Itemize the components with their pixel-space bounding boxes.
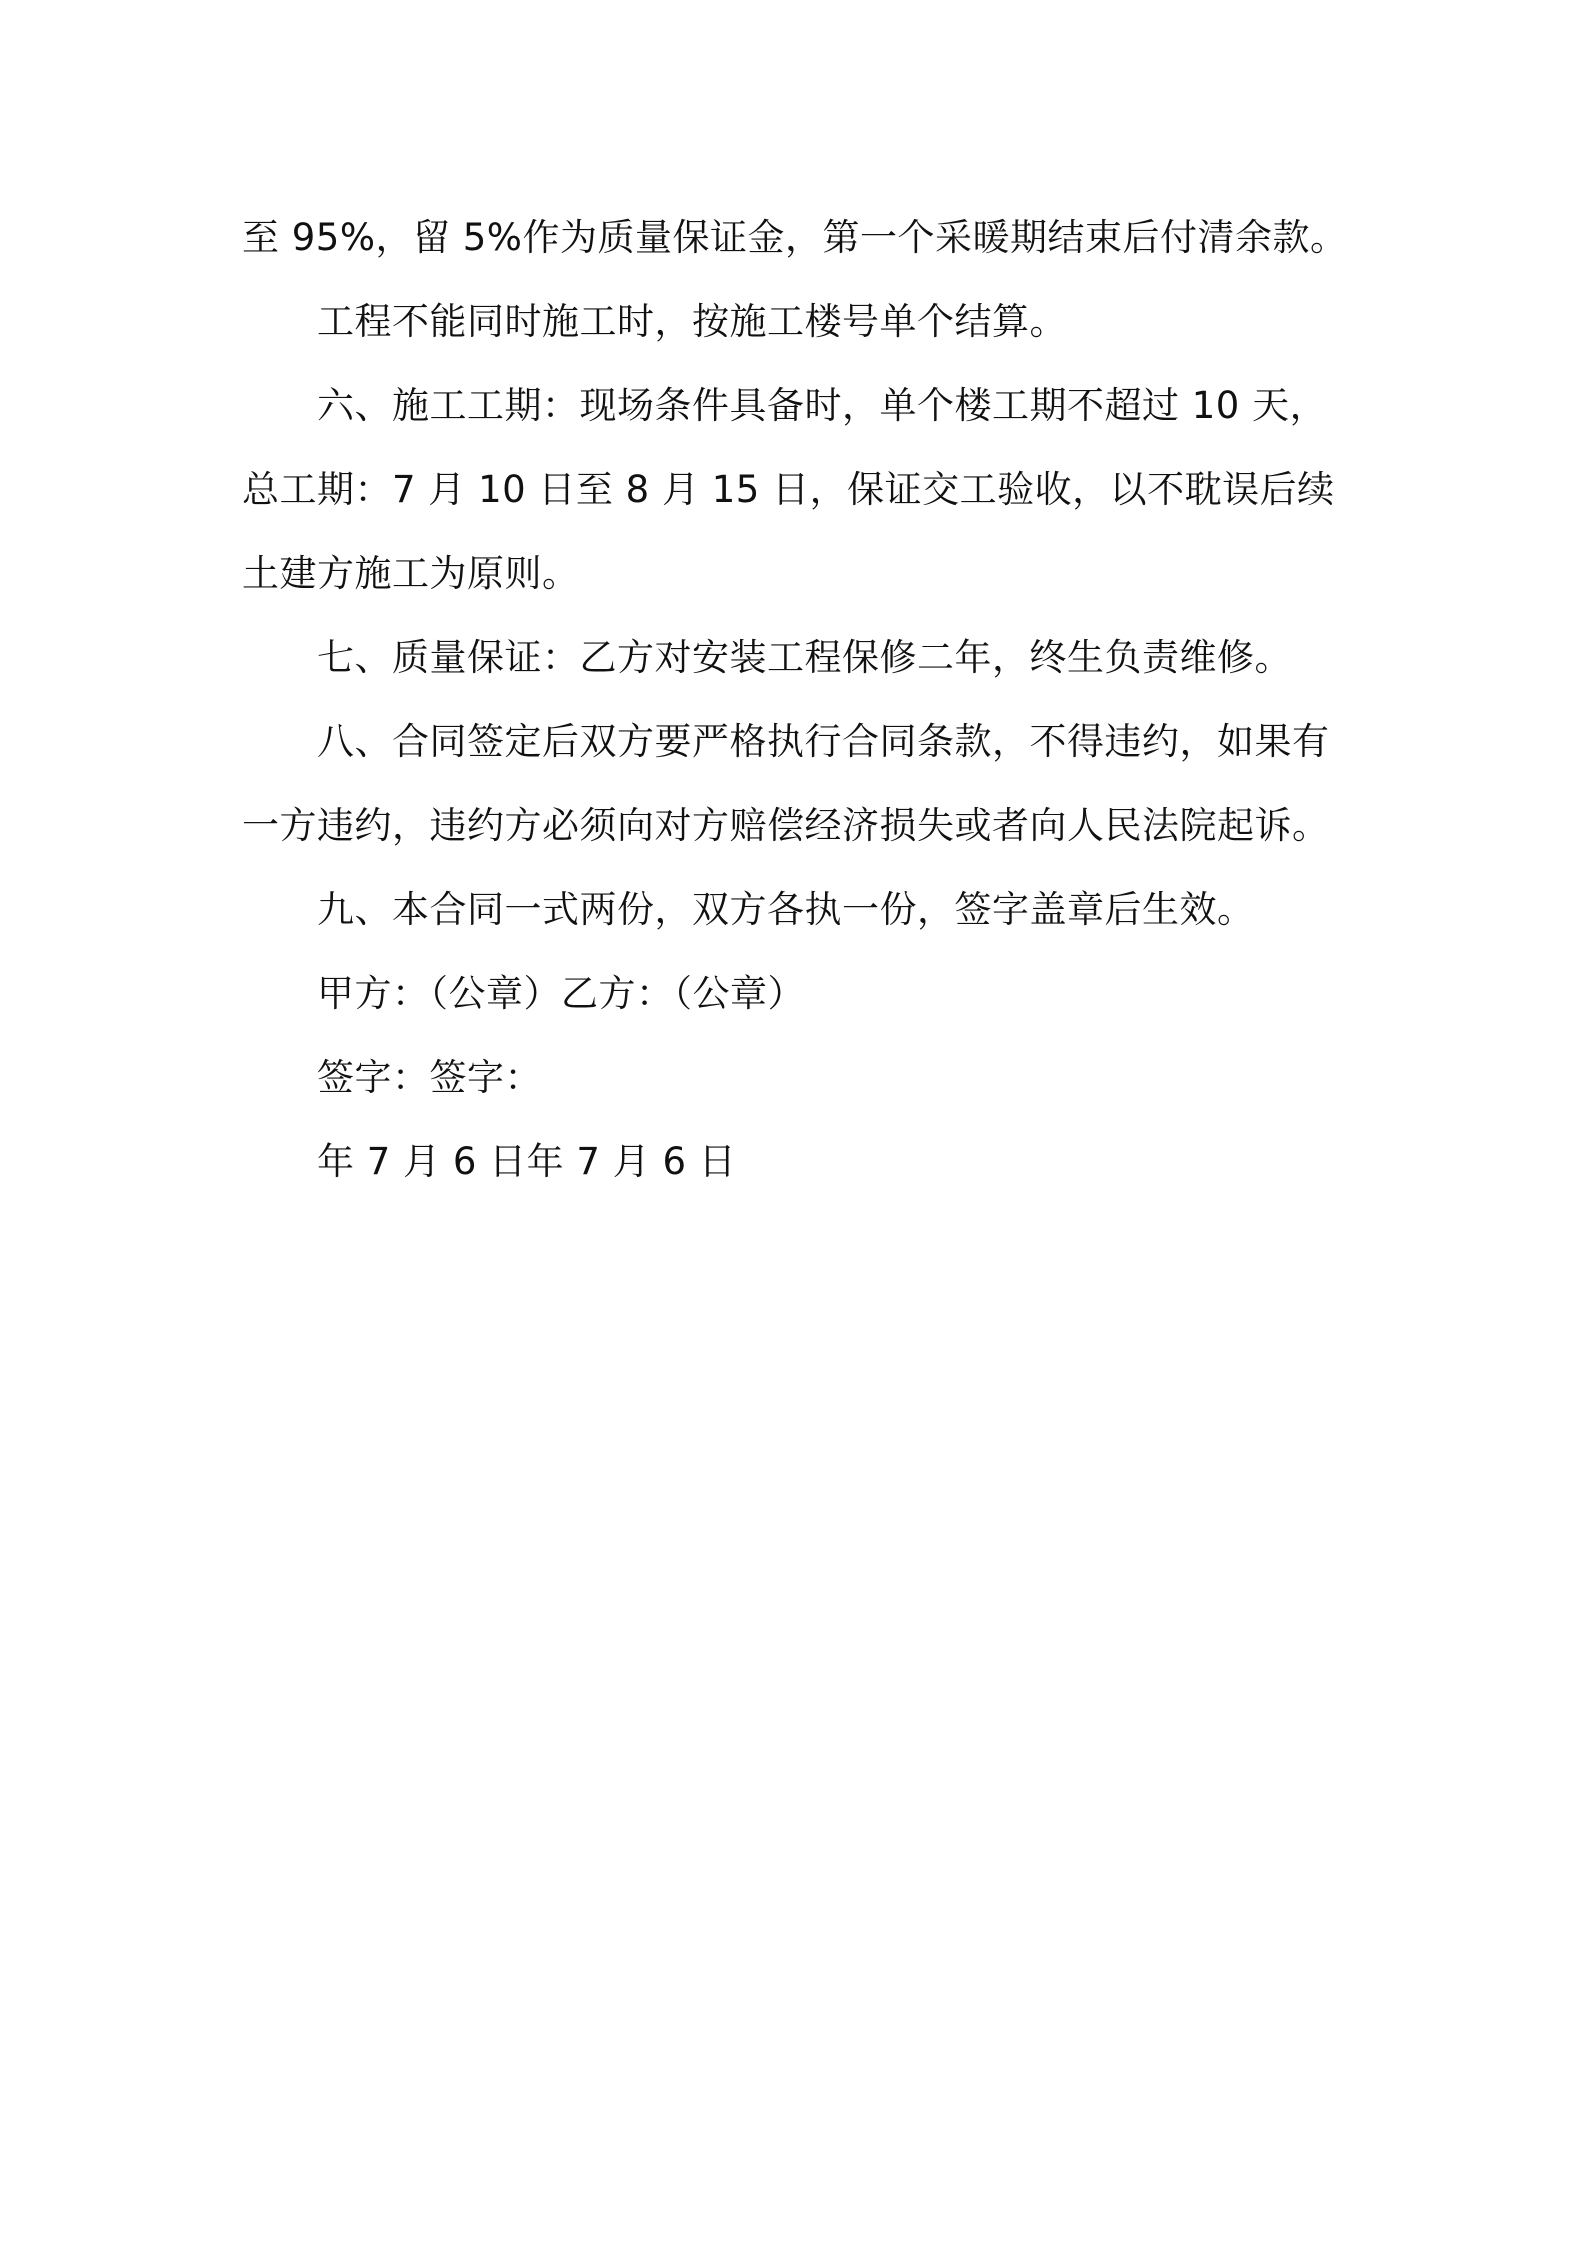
- document-body: [242, 196, 1354, 1204]
- paragraph-signatures: 签字：签字：: [317, 1056, 542, 1099]
- paragraph-quality-guarantee: 七、质量保证：乙方对安装工程保修二年，终生负责维修。: [317, 636, 1292, 679]
- paragraph-construction-period: 六、施工工期：现场条件具备时，单个楼工期不超过 10 天，总工期：7 月 10 日至 8 月 15 日，保证交工验收，以不耽误后续土建方施工为原则。: [242, 384, 1335, 595]
- paragraph-settlement: 工程不能同时施工时，按施工楼号单个结算。: [317, 300, 1067, 343]
- paragraph-payment-continued: 至 95%，留 5%作为质量保证金，第一个采暖期结束后付清余款。: [242, 216, 1348, 259]
- paragraph-dates: 年 7 月 6 日年 7 月 6 日: [317, 1140, 737, 1183]
- paragraph-seals: 甲方：（公章）乙方：（公章）: [317, 972, 805, 1015]
- paragraph-copies: 九、本合同一式两份，双方各执一份，签字盖章后生效。: [317, 888, 1255, 931]
- paragraph-breach: 八、合同签定后双方要严格执行合同条款，不得违约，如果有一方违约，违约方必须向对方赔偿经济损失或者向人民法院起诉。: [242, 720, 1330, 847]
